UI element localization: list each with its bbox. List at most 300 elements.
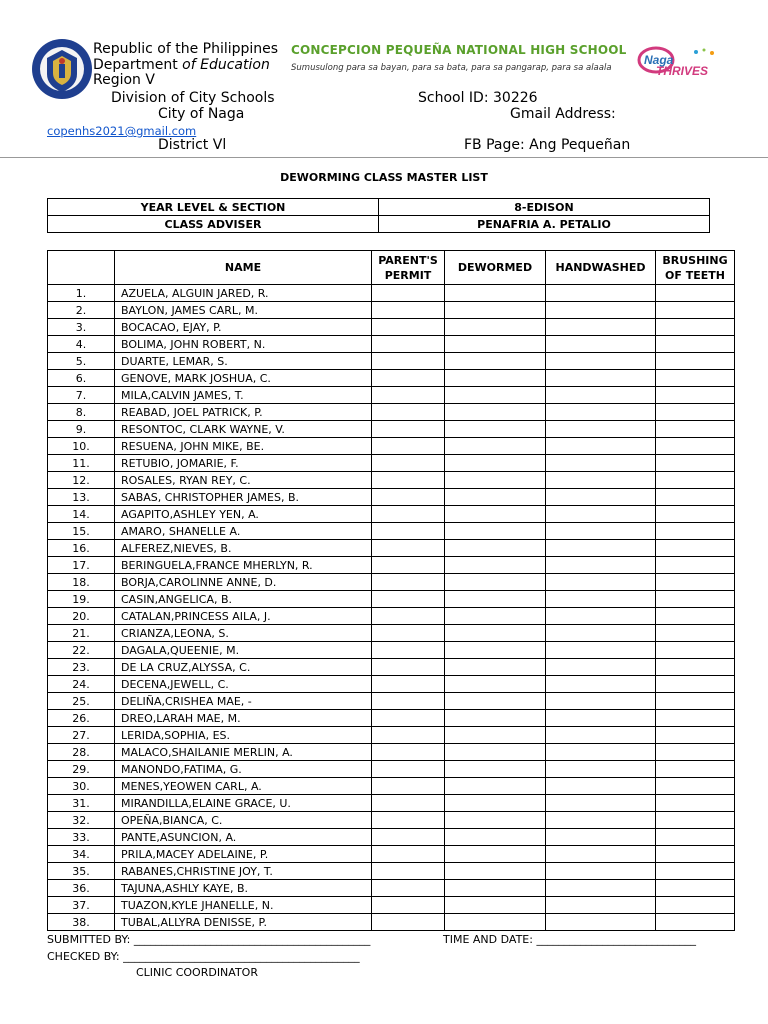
student-name: RETUBIO, JOMARIE, F.: [115, 455, 372, 472]
dewormed-cell[interactable]: [445, 914, 546, 931]
table-row: [48, 761, 735, 778]
brushing-cell[interactable]: [656, 489, 735, 506]
handwashed-cell[interactable]: [546, 506, 656, 523]
table-row: [48, 455, 735, 472]
student-name: MALACO,SHAILANIE MERLIN, A.: [115, 744, 372, 761]
handwashed-cell[interactable]: [546, 523, 656, 540]
handwashed-cell[interactable]: [546, 761, 656, 778]
dewormed-cell[interactable]: [445, 863, 546, 880]
table-row: [48, 421, 735, 438]
permit-cell[interactable]: [372, 523, 445, 540]
permit-cell[interactable]: [372, 659, 445, 676]
brushing-cell[interactable]: [656, 846, 735, 863]
handwashed-cell[interactable]: [546, 591, 656, 608]
brushing-cell[interactable]: [656, 319, 735, 336]
student-name: RABANES,CHRISTINE JOY, T.: [115, 863, 372, 880]
handwashed-cell[interactable]: [546, 336, 656, 353]
dewormed-cell[interactable]: [445, 591, 546, 608]
permit-column-header: PARENT'S PERMIT: [372, 251, 445, 285]
row-number: 31.: [48, 795, 115, 812]
student-name: SABAS, CHRISTOPHER JAMES, B.: [115, 489, 372, 506]
permit-cell[interactable]: [372, 540, 445, 557]
row-number: 6.: [48, 370, 115, 387]
handwashed-cell[interactable]: [546, 795, 656, 812]
brushing-cell[interactable]: [656, 608, 735, 625]
handwashed-cell[interactable]: [546, 370, 656, 387]
row-number: 36.: [48, 880, 115, 897]
student-name: RESONTOC, CLARK WAYNE, V.: [115, 421, 372, 438]
city-text: City of Naga: [158, 106, 245, 122]
permit-cell[interactable]: [372, 761, 445, 778]
handwashed-cell[interactable]: [546, 727, 656, 744]
student-name: TUBAL,ALLYRA DENISSE, P.: [115, 914, 372, 931]
dewormed-cell[interactable]: [445, 421, 546, 438]
table-row: [48, 642, 735, 659]
student-name: CRIANZA,LEONA, S.: [115, 625, 372, 642]
table-row: [48, 693, 735, 710]
row-number: 28.: [48, 744, 115, 761]
row-number: 37.: [48, 897, 115, 914]
table-row: [48, 778, 735, 795]
row-number: 34.: [48, 846, 115, 863]
dewormed-cell[interactable]: [445, 710, 546, 727]
row-number: 15.: [48, 523, 115, 540]
handwashed-cell[interactable]: [546, 319, 656, 336]
student-name: MILA,CALVIN JAMES, T.: [115, 387, 372, 404]
row-number: 8.: [48, 404, 115, 421]
row-number: 19.: [48, 591, 115, 608]
student-name: BORJA,CAROLINNE ANNE, D.: [115, 574, 372, 591]
permit-cell[interactable]: [372, 914, 445, 931]
handwashed-cell[interactable]: [546, 863, 656, 880]
row-number: 1.: [48, 285, 115, 302]
brushing-cell[interactable]: [656, 421, 735, 438]
permit-cell[interactable]: [372, 676, 445, 693]
table-row: [48, 829, 735, 846]
row-number: 29.: [48, 761, 115, 778]
brushing-cell[interactable]: [656, 302, 735, 319]
brushing-cell[interactable]: [656, 625, 735, 642]
no-column-header: [48, 251, 115, 285]
page-title: DEWORMING CLASS MASTER LIST: [280, 171, 488, 184]
handwashed-cell[interactable]: [546, 829, 656, 846]
handwashed-cell[interactable]: [546, 574, 656, 591]
table-row: [48, 523, 735, 540]
row-number: 32.: [48, 812, 115, 829]
handwashed-cell[interactable]: [546, 914, 656, 931]
student-name: REABAD, JOEL PATRICK, P.: [115, 404, 372, 421]
dewormed-cell[interactable]: [445, 574, 546, 591]
permit-cell[interactable]: [372, 863, 445, 880]
row-number: 5.: [48, 353, 115, 370]
svg-text:Naga: Naga: [644, 53, 674, 67]
row-number: 4.: [48, 336, 115, 353]
table-row: [48, 302, 735, 319]
dewormed-cell[interactable]: [445, 438, 546, 455]
dewormed-cell[interactable]: [445, 523, 546, 540]
handwashed-cell[interactable]: [546, 880, 656, 897]
dewormed-cell[interactable]: [445, 336, 546, 353]
dewormed-cell[interactable]: [445, 353, 546, 370]
table-row: [48, 863, 735, 880]
handwashed-cell[interactable]: [546, 659, 656, 676]
handwashed-cell[interactable]: [546, 353, 656, 370]
student-name: DREO,LARAH MAE, M.: [115, 710, 372, 727]
student-name: BOCACAO, EJAY, P.: [115, 319, 372, 336]
handwashed-cell[interactable]: [546, 472, 656, 489]
svg-text:THRIVES: THRIVES: [656, 64, 709, 78]
row-number: 27.: [48, 727, 115, 744]
division-text: Division of City Schools: [111, 90, 275, 106]
table-row: [48, 387, 735, 404]
permit-cell[interactable]: [372, 370, 445, 387]
brushing-cell[interactable]: [656, 455, 735, 472]
table-row: [48, 897, 735, 914]
handwashed-cell[interactable]: [546, 812, 656, 829]
handwashed-cell[interactable]: [546, 897, 656, 914]
handwashed-cell[interactable]: [546, 455, 656, 472]
row-number: 21.: [48, 625, 115, 642]
row-number: 11.: [48, 455, 115, 472]
student-name: CASIN,ANGELICA, B.: [115, 591, 372, 608]
student-name: AGAPITO,ASHLEY YEN, A.: [115, 506, 372, 523]
dewormed-cell[interactable]: [445, 455, 546, 472]
dewormed-cell[interactable]: [445, 642, 546, 659]
brushing-cell[interactable]: [656, 336, 735, 353]
permit-cell[interactable]: [372, 608, 445, 625]
time-date-line: TIME AND DATE: _____________________________: [443, 933, 696, 946]
row-number: 22.: [48, 642, 115, 659]
handwashed-cell[interactable]: [546, 302, 656, 319]
permit-cell[interactable]: [372, 778, 445, 795]
dewormed-cell[interactable]: [445, 659, 546, 676]
brushing-cell[interactable]: [656, 591, 735, 608]
handwashed-cell[interactable]: [546, 846, 656, 863]
dewormed-cell[interactable]: [445, 608, 546, 625]
dewormed-cell[interactable]: [445, 744, 546, 761]
handwashed-cell[interactable]: [546, 387, 656, 404]
student-name: LERIDA,SOPHIA, ES.: [115, 727, 372, 744]
student-name: PANTE,ASUNCION, A.: [115, 829, 372, 846]
brushing-cell[interactable]: [656, 897, 735, 914]
student-name: AZUELA, ALGUIN JARED, R.: [115, 285, 372, 302]
permit-cell[interactable]: [372, 438, 445, 455]
dewormed-cell[interactable]: [445, 778, 546, 795]
dewormed-cell[interactable]: [445, 370, 546, 387]
permit-cell[interactable]: [372, 404, 445, 421]
row-number: 25.: [48, 693, 115, 710]
dewormed-cell[interactable]: [445, 676, 546, 693]
row-number: 3.: [48, 319, 115, 336]
handwashed-cell[interactable]: [546, 642, 656, 659]
student-name: ALFEREZ,NIEVES, B.: [115, 540, 372, 557]
name-column-header: NAME: [115, 251, 372, 285]
year-level-row: [48, 199, 710, 216]
table-row: [48, 506, 735, 523]
student-name: MANONDO,FATIMA, G.: [115, 761, 372, 778]
permit-cell[interactable]: [372, 880, 445, 897]
permit-cell[interactable]: [372, 812, 445, 829]
brushing-cell[interactable]: [656, 404, 735, 421]
permit-cell[interactable]: [372, 642, 445, 659]
permit-cell[interactable]: [372, 727, 445, 744]
permit-cell[interactable]: [372, 472, 445, 489]
deped-seal-icon: [31, 38, 93, 100]
table-row: [48, 285, 735, 302]
permit-cell[interactable]: [372, 302, 445, 319]
dewormed-cell[interactable]: [445, 795, 546, 812]
permit-cell[interactable]: [372, 744, 445, 761]
dewormed-cell[interactable]: [445, 319, 546, 336]
row-number: 9.: [48, 421, 115, 438]
clinic-coordinator-label: CLINIC COORDINATOR: [136, 966, 258, 979]
dewormed-cell[interactable]: [445, 540, 546, 557]
handwashed-cell[interactable]: [546, 404, 656, 421]
handwashed-cell[interactable]: [546, 489, 656, 506]
student-name: MENES,YEOWEN CARL, A.: [115, 778, 372, 795]
table-row: [48, 472, 735, 489]
permit-cell[interactable]: [372, 455, 445, 472]
year-level-label: YEAR LEVEL & SECTION: [48, 199, 379, 216]
row-number: 7.: [48, 387, 115, 404]
school-id: School ID: 30226: [418, 90, 538, 106]
handwashed-cell[interactable]: [546, 438, 656, 455]
table-row: [48, 370, 735, 387]
student-name: DELIÑA,CRISHEA MAE, -: [115, 693, 372, 710]
student-name: OPEÑA,BIANCA, C.: [115, 812, 372, 829]
student-name: BAYLON, JAMES CARL, M.: [115, 302, 372, 319]
student-name: DECENA,JEWELL, C.: [115, 676, 372, 693]
student-name: AMARO, SHANELLE A.: [115, 523, 372, 540]
permit-cell[interactable]: [372, 693, 445, 710]
table-row: [48, 914, 735, 931]
brushing-cell[interactable]: [656, 540, 735, 557]
dewormed-cell[interactable]: [445, 897, 546, 914]
handwashed-cell[interactable]: [546, 625, 656, 642]
dewormed-cell[interactable]: [445, 880, 546, 897]
row-number: 20.: [48, 608, 115, 625]
handwashed-cell[interactable]: [546, 676, 656, 693]
adviser-value: PENAFRIA A. PETALIO: [379, 216, 710, 233]
brushing-cell[interactable]: [656, 693, 735, 710]
brushing-cell[interactable]: [656, 812, 735, 829]
row-number: 18.: [48, 574, 115, 591]
master-list-table: [47, 250, 735, 931]
permit-cell[interactable]: [372, 285, 445, 302]
permit-cell[interactable]: [372, 557, 445, 574]
brushing-cell[interactable]: [656, 574, 735, 591]
row-number: 16.: [48, 540, 115, 557]
row-number: 2.: [48, 302, 115, 319]
table-row: [48, 336, 735, 353]
checked-by-line: CHECKED BY: ___________________________________________: [47, 950, 360, 963]
naga-thrives-logo-icon: [636, 44, 720, 78]
dewormed-cell[interactable]: [445, 404, 546, 421]
permit-cell[interactable]: [372, 625, 445, 642]
brushing-cell[interactable]: [656, 506, 735, 523]
row-number: 14.: [48, 506, 115, 523]
brushing-cell[interactable]: [656, 438, 735, 455]
permit-cell[interactable]: [372, 795, 445, 812]
table-row: [48, 880, 735, 897]
row-number: 12.: [48, 472, 115, 489]
student-name: RESUENA, JOHN MIKE, BE.: [115, 438, 372, 455]
table-row: [48, 540, 735, 557]
table-row: [48, 557, 735, 574]
permit-cell[interactable]: [372, 897, 445, 914]
district-text: District Vl: [158, 137, 227, 153]
permit-cell[interactable]: [372, 846, 445, 863]
brushing-cell[interactable]: [656, 642, 735, 659]
department-text: Department of Education: [93, 57, 270, 73]
student-name: TAJUNA,ASHLY KAYE, B.: [115, 880, 372, 897]
school-name: CONCEPCION PEQUEÑA NATIONAL HIGH SCHOOL: [291, 43, 627, 57]
brushing-cell[interactable]: [656, 659, 735, 676]
dewormed-cell[interactable]: [445, 846, 546, 863]
permit-cell[interactable]: [372, 710, 445, 727]
region-text: Region V: [93, 72, 155, 88]
permit-cell[interactable]: [372, 353, 445, 370]
table-row: [48, 795, 735, 812]
brushing-cell[interactable]: [656, 778, 735, 795]
brushing-cell[interactable]: [656, 727, 735, 744]
student-name: DUARTE, LEMAR, S.: [115, 353, 372, 370]
submitted-by-line: SUBMITTED BY: ___________________________________________: [47, 933, 371, 946]
brushing-cell[interactable]: [656, 863, 735, 880]
permit-cell[interactable]: [372, 829, 445, 846]
dewormed-cell[interactable]: [445, 829, 546, 846]
handwashed-cell[interactable]: [546, 778, 656, 795]
handwashed-cell[interactable]: [546, 421, 656, 438]
brushing-cell[interactable]: [656, 676, 735, 693]
handwashed-cell[interactable]: [546, 710, 656, 727]
row-number: 26.: [48, 710, 115, 727]
dewormed-cell[interactable]: [445, 472, 546, 489]
dewormed-cell[interactable]: [445, 625, 546, 642]
student-name: TUAZON,KYLE JHANELLE, N.: [115, 897, 372, 914]
table-row: [48, 319, 735, 336]
dewormed-cell[interactable]: [445, 727, 546, 744]
permit-cell[interactable]: [372, 387, 445, 404]
student-name: DAGALA,QUEENIE, M.: [115, 642, 372, 659]
student-name: CATALAN,PRINCESS AILA, J.: [115, 608, 372, 625]
dewormed-cell[interactable]: [445, 812, 546, 829]
class-info-table: [47, 198, 710, 233]
adviser-label: CLASS ADVISER: [48, 216, 379, 233]
dewormed-cell[interactable]: [445, 557, 546, 574]
row-number: 13.: [48, 489, 115, 506]
table-row: [48, 625, 735, 642]
handwashed-cell[interactable]: [546, 285, 656, 302]
table-row: [48, 846, 735, 863]
handwashed-cell[interactable]: [546, 693, 656, 710]
brushing-cell[interactable]: [656, 353, 735, 370]
handwashed-cell[interactable]: [546, 557, 656, 574]
row-number: 33.: [48, 829, 115, 846]
handwashed-cell[interactable]: [546, 744, 656, 761]
brushing-cell[interactable]: [656, 761, 735, 778]
permit-cell[interactable]: [372, 574, 445, 591]
table-row: [48, 608, 735, 625]
table-row: [48, 591, 735, 608]
student-name: DE LA CRUZ,ALYSSA, C.: [115, 659, 372, 676]
fb-page: FB Page: Ang Pequeñan: [464, 137, 631, 153]
brushing-cell[interactable]: [656, 829, 735, 846]
table-row: [48, 574, 735, 591]
table-row: [48, 489, 735, 506]
student-name: PRILA,MACEY ADELAINE, P.: [115, 846, 372, 863]
row-number: 10.: [48, 438, 115, 455]
republic-text: Republic of the Philippines: [93, 41, 279, 57]
student-name: BOLIMA, JOHN ROBERT, N.: [115, 336, 372, 353]
dewormed-cell[interactable]: [445, 693, 546, 710]
student-name: GENOVE, MARK JOSHUA, C.: [115, 370, 372, 387]
brushing-cell[interactable]: [656, 285, 735, 302]
dewormed-cell[interactable]: [445, 761, 546, 778]
permit-cell[interactable]: [372, 506, 445, 523]
table-row: [48, 404, 735, 421]
row-number: 24.: [48, 676, 115, 693]
handwashed-column-header: HANDWASHED: [546, 251, 656, 285]
dewormed-cell[interactable]: [445, 506, 546, 523]
header-divider: [0, 157, 768, 158]
brushing-cell[interactable]: [656, 914, 735, 931]
table-row: [48, 353, 735, 370]
brushing-cell[interactable]: [656, 557, 735, 574]
brushing-cell[interactable]: [656, 472, 735, 489]
school-motto: Sumusulong para sa bayan, para sa bata, para sa pangarap, para sa alaala: [291, 63, 612, 73]
dewormed-cell[interactable]: [445, 489, 546, 506]
brushing-cell[interactable]: [656, 795, 735, 812]
table-row: [48, 727, 735, 744]
permit-cell[interactable]: [372, 421, 445, 438]
table-row: [48, 710, 735, 727]
table-row: [48, 676, 735, 693]
student-name: MIRANDILLA,ELAINE GRACE, U.: [115, 795, 372, 812]
table-row: [48, 659, 735, 676]
row-number: 17.: [48, 557, 115, 574]
brushing-cell[interactable]: [656, 744, 735, 761]
year-level-value: 8-EDISON: [379, 199, 710, 216]
dewormed-column-header: DEWORMED: [445, 251, 546, 285]
adviser-row: [48, 216, 710, 233]
table-row: [48, 744, 735, 761]
handwashed-cell[interactable]: [546, 540, 656, 557]
permit-cell[interactable]: [372, 336, 445, 353]
brushing-cell[interactable]: [656, 370, 735, 387]
row-number: 30.: [48, 778, 115, 795]
brushing-cell[interactable]: [656, 523, 735, 540]
dewormed-cell[interactable]: [445, 302, 546, 319]
permit-cell[interactable]: [372, 319, 445, 336]
row-number: 23.: [48, 659, 115, 676]
brushing-cell[interactable]: [656, 710, 735, 727]
gmail-label: Gmail Address:: [510, 106, 616, 122]
school-email-link[interactable]: copenhs2021@gmail.com: [47, 124, 197, 138]
dewormed-cell[interactable]: [445, 387, 546, 404]
dewormed-cell[interactable]: [445, 285, 546, 302]
brushing-cell[interactable]: [656, 880, 735, 897]
table-row: [48, 438, 735, 455]
permit-cell[interactable]: [372, 591, 445, 608]
handwashed-cell[interactable]: [546, 608, 656, 625]
table-row: [48, 812, 735, 829]
brushing-cell[interactable]: [656, 387, 735, 404]
row-number: 35.: [48, 863, 115, 880]
row-number: 38.: [48, 914, 115, 931]
brushing-column-header: BRUSHING OF TEETH: [656, 251, 735, 285]
permit-cell[interactable]: [372, 489, 445, 506]
